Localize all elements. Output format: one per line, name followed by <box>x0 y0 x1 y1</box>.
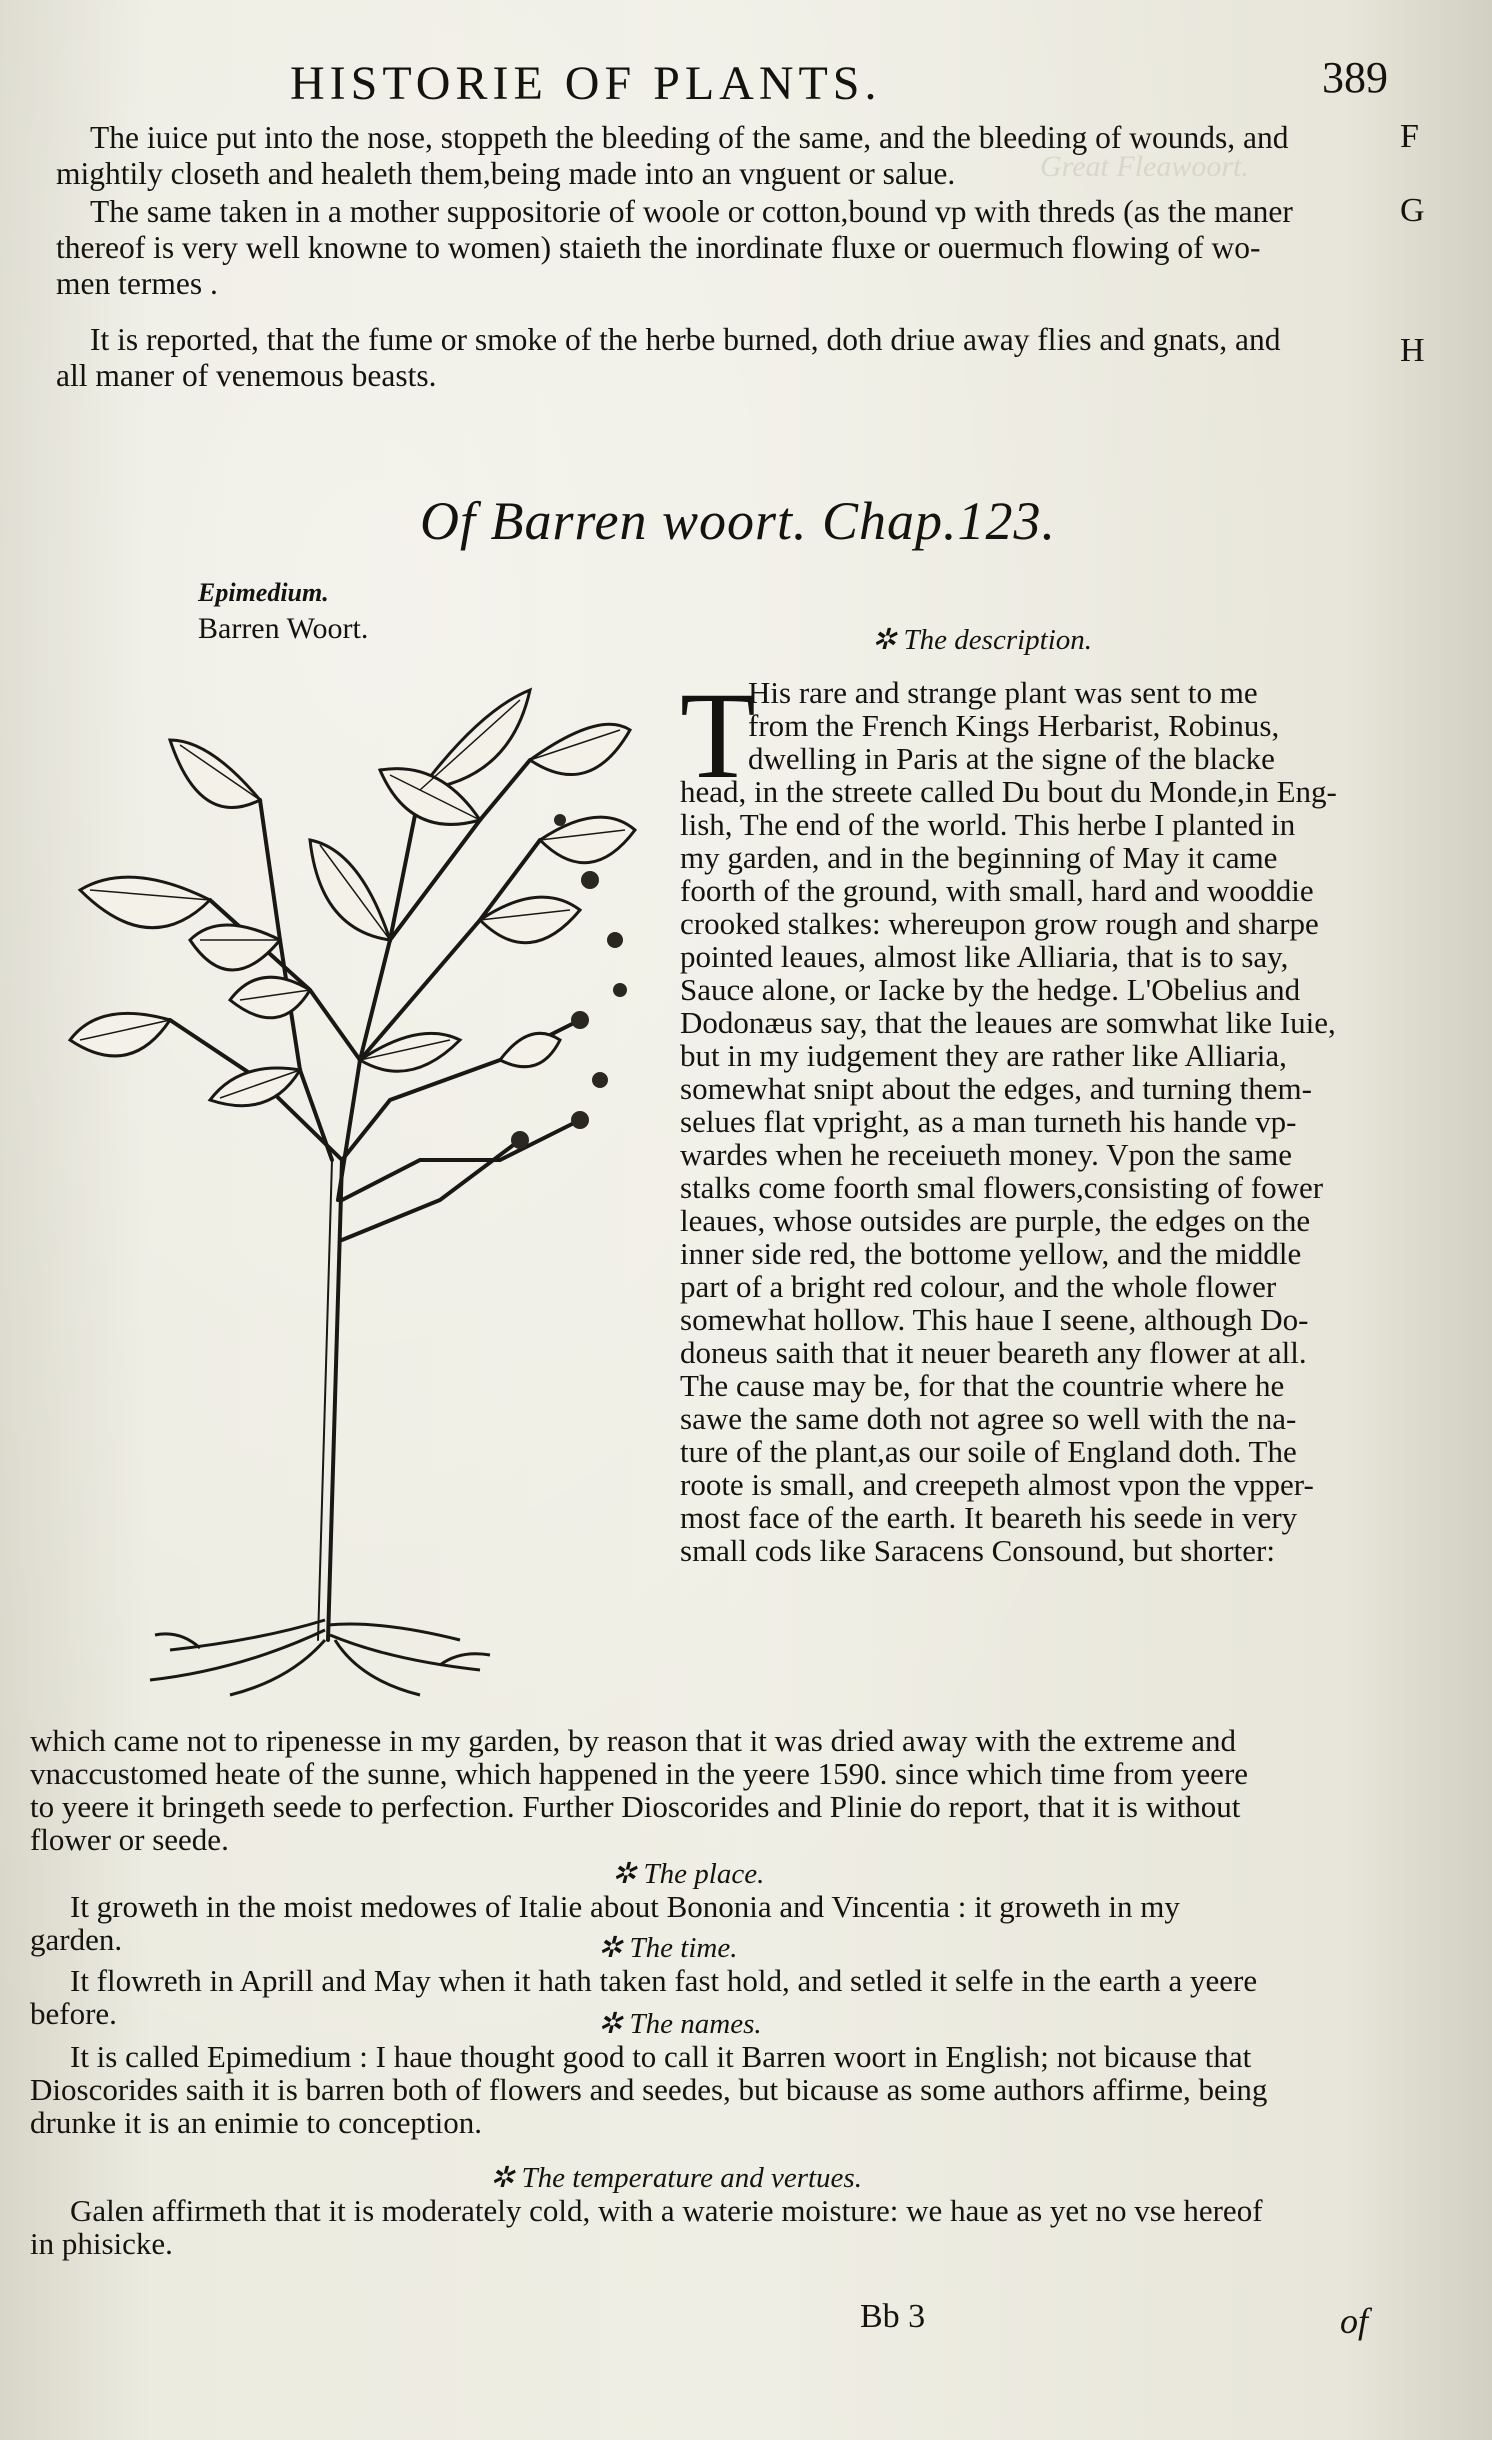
text-line: selues flat vpright, as a man turneth his hande vp- <box>680 1104 1297 1139</box>
intro-paragraph <box>56 120 1396 192</box>
text-line: lish, The end of the world. This herbe I planted in <box>680 807 1296 842</box>
section-temperature-text <box>30 2194 1380 2260</box>
text-line: It is reported, that the fume or smoke of the herbe burned, doth driue away flies and gnats, and <box>90 322 1281 357</box>
text-line: before. <box>30 1996 117 2031</box>
text-line: It groweth in the moist medowes of Italie about Bononia and Vincentia : it groweth in my <box>70 1889 1180 1924</box>
section-heading-temperature: ✲ The temperature and vertues. <box>490 2162 862 2194</box>
text-line: roote is small, and creepeth almost vpon the vpper- <box>680 1467 1314 1502</box>
margin-letter-g: G <box>1400 192 1425 229</box>
text-line: foorth of the ground, with small, hard and wooddie <box>680 873 1314 908</box>
margin-letter-f: F <box>1400 118 1419 155</box>
text-line: to yeere it bringeth seede to perfection. Further Dioscorides and Plinie do report, that it is without <box>30 1789 1241 1824</box>
text-line: His rare and strange plant was sent to me <box>748 675 1258 710</box>
page-number: 389 <box>1322 53 1388 102</box>
section-names-text <box>30 2040 1380 2139</box>
running-head: HISTORIE OF PLANTS. <box>290 57 882 110</box>
figure-caption-latin: Epimedium. <box>198 578 329 607</box>
text-line: flower or seede. <box>30 1822 229 1857</box>
text-line: drunke it is an enimie to conception. <box>30 2105 482 2140</box>
chapter-title: Of Barren woort. Chap.123. <box>420 491 1057 551</box>
text-line: in phisicke. <box>30 2226 173 2261</box>
text-line: men termes . <box>56 266 218 301</box>
description-column <box>680 667 1392 1568</box>
text-line: Dioscorides saith it is barren both of flowers and seedes, but bicause as some authors affirme, being <box>30 2072 1268 2107</box>
text-line: leaues, whose outsides are purple, the edges on the <box>680 1203 1311 1238</box>
text-line: wardes when he receiueth money. Vpon the same <box>680 1137 1293 1172</box>
text-line: It flowreth in Aprill and May when it hath taken fast hold, and setled it selfe in the earth a yeere <box>70 1963 1258 1998</box>
text-line: all maner of venemous beasts. <box>56 358 437 393</box>
text-line: somewhat hollow. This haue I seene, although Do- <box>680 1302 1309 1337</box>
text-line: The iuice put into the nose, stoppeth the bleeding of the same, and the bleeding of wounds, and <box>90 120 1289 155</box>
text-line: stalks come foorth smal flowers,consisting of fower <box>680 1170 1324 1205</box>
text-line: crooked stalkes: whereupon grow rough and sharpe <box>680 906 1319 941</box>
text-line: but in my iudgement they are rather like Alliaria, <box>680 1038 1287 1073</box>
text-line: my garden, and in the beginning of May it came <box>680 840 1278 875</box>
text-line: doneus saith that it neuer beareth any flower at all. <box>680 1335 1307 1370</box>
section-heading-description: ✲ The description. <box>872 624 1093 656</box>
text-line: thereof is very well knowne to women) staieth the inordinate fluxe or ouermuch flowing of wo- <box>56 230 1261 265</box>
text-line: head, in the streete called Du bout du Monde,in Eng- <box>680 774 1337 809</box>
barren-woort-woodcut-illustration <box>60 640 660 1700</box>
text-line: vnaccustomed heate of the sunne, which happened in the yeere 1590. since which time from yeere <box>30 1756 1249 1791</box>
text-line: The same taken in a mother suppositorie of woole or cotton,bound vp with threds (as the maner <box>90 194 1293 229</box>
text-line: Sauce alone, or Iacke by the hedge. L'Obelius and <box>680 972 1301 1007</box>
catchword: of <box>1340 2301 1369 2341</box>
text-line: which came not to ripenesse in my garden, by reason that it was dried away with the extreme and <box>30 1723 1237 1758</box>
section-heading-time: ✲ The time. <box>598 1932 738 1964</box>
text-line: It is called Epimedium : I haue thought good to call it Barren woort in English; not bicause that <box>70 2039 1252 2074</box>
text-line: garden. <box>30 1922 123 1957</box>
text-line: mightily closeth and healeth them,being made into an vnguent or salue. <box>56 156 956 191</box>
text-line: pointed leaues, almost like Alliaria, that is to say, <box>680 939 1289 974</box>
margin-letter-h: H <box>1400 332 1425 369</box>
text-line: Galen affirmeth that it is moderately cold, with a waterie moisture: we haue as yet no vse hereof <box>70 2193 1263 2228</box>
show-through-text: Great Fleawoort. <box>1040 150 1249 183</box>
text-line: sawe the same doth not agree so well with the na- <box>680 1401 1297 1436</box>
drop-cap: T <box>680 667 756 804</box>
text-line: small cods like Saracens Consound, but shorter: <box>680 1533 1275 1568</box>
text-line: inner side red, the bottome yellow, and the middle <box>680 1236 1302 1271</box>
figure-caption-english: Barren Woort. <box>198 612 369 645</box>
intro-paragraph <box>56 322 1396 394</box>
description-continuation <box>30 1724 1380 1856</box>
text-line: most face of the earth. It beareth his seede in very <box>680 1500 1298 1535</box>
text-line: part of a bright red colour, and the whole flower <box>680 1269 1277 1304</box>
text-line: Dodonæus say, that the leaues are somwhat like Iuie, <box>680 1005 1336 1040</box>
text-line: somewhat snipt about the edges, and turning them- <box>680 1071 1312 1106</box>
text-line: The cause may be, for that the countrie where he <box>680 1368 1285 1403</box>
text-line: ture of the plant,as our soile of England doth. The <box>680 1434 1297 1469</box>
text-line: dwelling in Paris at the signe of the blacke <box>748 741 1275 776</box>
section-heading-place: ✲ The place. <box>612 1858 765 1890</box>
signature-mark: Bb 3 <box>860 2298 926 2335</box>
text-line: from the French Kings Herbarist, Robinus, <box>748 708 1280 743</box>
intro-paragraph <box>56 194 1396 302</box>
section-heading-names: ✲ The names. <box>598 2008 762 2040</box>
